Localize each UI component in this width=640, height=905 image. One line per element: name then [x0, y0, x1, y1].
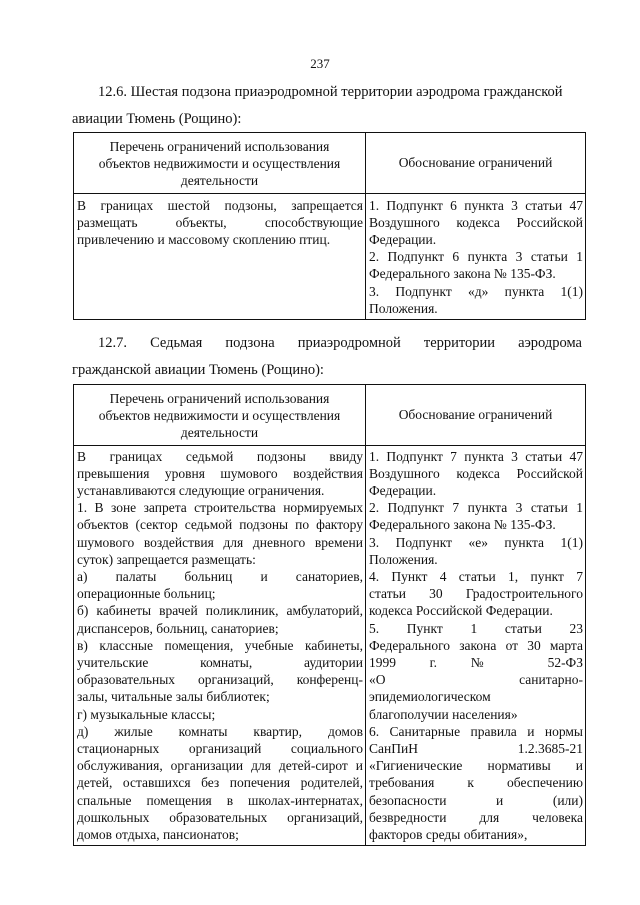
- text-line: 3. Подпункт «е» пункта 1(1): [369, 534, 583, 550]
- text-line: В границах седьмой подзоны ввиду: [77, 448, 363, 464]
- text-line: «Гигиенические нормативы и: [369, 758, 583, 774]
- text-line: 2. Подпункт 6 пункта 3 статьи 1: [369, 249, 583, 265]
- text-line: эпидемиологическом: [369, 689, 491, 705]
- text-line: диспансеров, больниц, санаториев;: [77, 620, 279, 636]
- text-line: залы, читальные залы библиотек;: [77, 689, 270, 705]
- table-row: [74, 193, 586, 319]
- heading-line: 12.6. Шестая подзона приаэродромной территории аэродрома гражданской: [98, 84, 563, 100]
- justification-cell: [366, 445, 586, 846]
- table-row: [74, 445, 586, 846]
- text-line: а) палаты больниц и санаториев,: [77, 569, 363, 585]
- header-restrictions: [74, 385, 366, 446]
- text-line: кодекса Российской Федерации.: [369, 603, 553, 619]
- text-line: 6. Санитарные правила и нормы: [369, 723, 583, 739]
- text-line: спальные помещения в школах-интернатах,: [77, 792, 363, 808]
- justification-cell: [366, 193, 586, 319]
- table-header-row: [74, 133, 586, 194]
- text-line: безвредности для человека: [369, 809, 583, 825]
- text-line: обслуживания, организации для детей-сирот и: [77, 758, 363, 774]
- text-line: шумового воздействия для дневного времени: [77, 534, 363, 550]
- text-line: учительские комнаты, аудитории: [77, 655, 363, 671]
- text-line: 1. В зоне запрета строительства нормируемых: [77, 500, 363, 516]
- section-12-6-heading: [72, 79, 582, 133]
- text-line: требования к обеспечению: [369, 775, 583, 791]
- text-line: В границах шестой подзоны, запрещается: [77, 197, 363, 213]
- text-line: Воздушного кодекса Российской: [369, 214, 583, 230]
- text-line: г) музыкальные классы;: [77, 706, 216, 722]
- table-header-row: [74, 385, 586, 446]
- text-line: 5. Пункт 1 статьи 23: [369, 620, 583, 636]
- header-line: Перечень ограничений использования: [109, 391, 330, 406]
- text-line: д) жилые комнаты квартир, домов: [77, 723, 363, 739]
- text-line: «О санитарно-: [369, 672, 583, 688]
- text-line: Воздушного кодекса Российской: [369, 465, 583, 481]
- text-line: статьи 30 Градостроительного: [369, 586, 583, 602]
- text-line: Федерации.: [369, 483, 437, 499]
- text-line: 1. Подпункт 6 пункта 3 статьи 47: [369, 197, 583, 213]
- text-line: привлечению и массовому скоплению птиц.: [77, 232, 331, 248]
- text-line: домов отдыха, пансионатов;: [77, 827, 239, 843]
- text-line: объектов (сектор седьмой подзоны по фактору: [77, 517, 363, 533]
- text-line: образовательных организаций, конференц-: [77, 672, 363, 688]
- header-line: деятельности: [180, 425, 259, 441]
- restrictions-table-subzone-6: [73, 132, 586, 320]
- text-line: 3. Подпункт «д» пункта 1(1): [369, 283, 583, 299]
- heading-line: авиации Тюмень (Рощино):: [72, 111, 242, 127]
- text-line: СанПиН 1.2.3685-21: [369, 741, 583, 757]
- text-line: 1999 г. № 52-ФЗ: [369, 655, 583, 671]
- text-line: Федерального закона от 30 марта: [369, 637, 583, 653]
- text-line: 4. Пункт 4 статьи 1, пункт 7: [369, 569, 583, 585]
- header-line: деятельности: [180, 173, 259, 189]
- header-justification: Обоснование ограничений: [366, 133, 586, 194]
- text-line: превышения уровня шумового воздействия: [77, 465, 363, 481]
- header-justification: Обоснование ограничений: [366, 385, 586, 446]
- header-line: объектов недвижимости и осуществления: [98, 156, 341, 172]
- text-line: операционные больниц;: [77, 586, 216, 602]
- text-line: дошкольных образовательных организаций,: [77, 809, 363, 825]
- text-line: Положения.: [369, 551, 438, 567]
- text-line: стационарных организаций социального: [77, 741, 363, 757]
- text-line: Федерального закона № 135-ФЗ.: [369, 517, 556, 533]
- header-restrictions: [74, 133, 366, 194]
- heading-line: гражданской авиации Тюмень (Рощино):: [72, 362, 324, 378]
- text-line: в) классные помещения, учебные кабинеты,: [77, 637, 363, 653]
- text-line: устанавливаются следующие ограничения.: [77, 483, 325, 499]
- restrictions-cell: [74, 193, 366, 319]
- restrictions-cell: [74, 445, 366, 846]
- text-line: детей, оставшихся без попечения родителей,: [77, 775, 363, 791]
- text-line: безопасности и (или): [369, 792, 583, 808]
- page-number: 237: [310, 56, 330, 71]
- text-line: суток) запрещается размещать:: [77, 551, 256, 567]
- text-line: Федерации.: [369, 232, 437, 248]
- heading-line: 12.7. Седьмая подзона приаэродромной территории аэродрома: [98, 335, 582, 351]
- text-line: 1. Подпункт 7 пункта 3 статьи 47: [369, 448, 583, 464]
- restrictions-table-subzone-7: [73, 384, 586, 846]
- text-line: благополучии населения»: [369, 706, 518, 722]
- text-line: Положения.: [369, 300, 438, 316]
- text-line: б) кабинеты врачей поликлиник, амбулаторий,: [77, 603, 363, 619]
- section-12-7-heading: [72, 330, 582, 384]
- text-line: 2. Подпункт 7 пункта 3 статьи 1: [369, 500, 583, 516]
- header-line: объектов недвижимости и осуществления: [98, 408, 341, 424]
- text-line: факторов среды обитания»,: [369, 827, 528, 843]
- header-line: Перечень ограничений использования: [109, 139, 330, 154]
- text-line: размещать объекты, способствующие: [77, 214, 363, 230]
- text-line: Федерального закона № 135-ФЗ.: [369, 266, 556, 282]
